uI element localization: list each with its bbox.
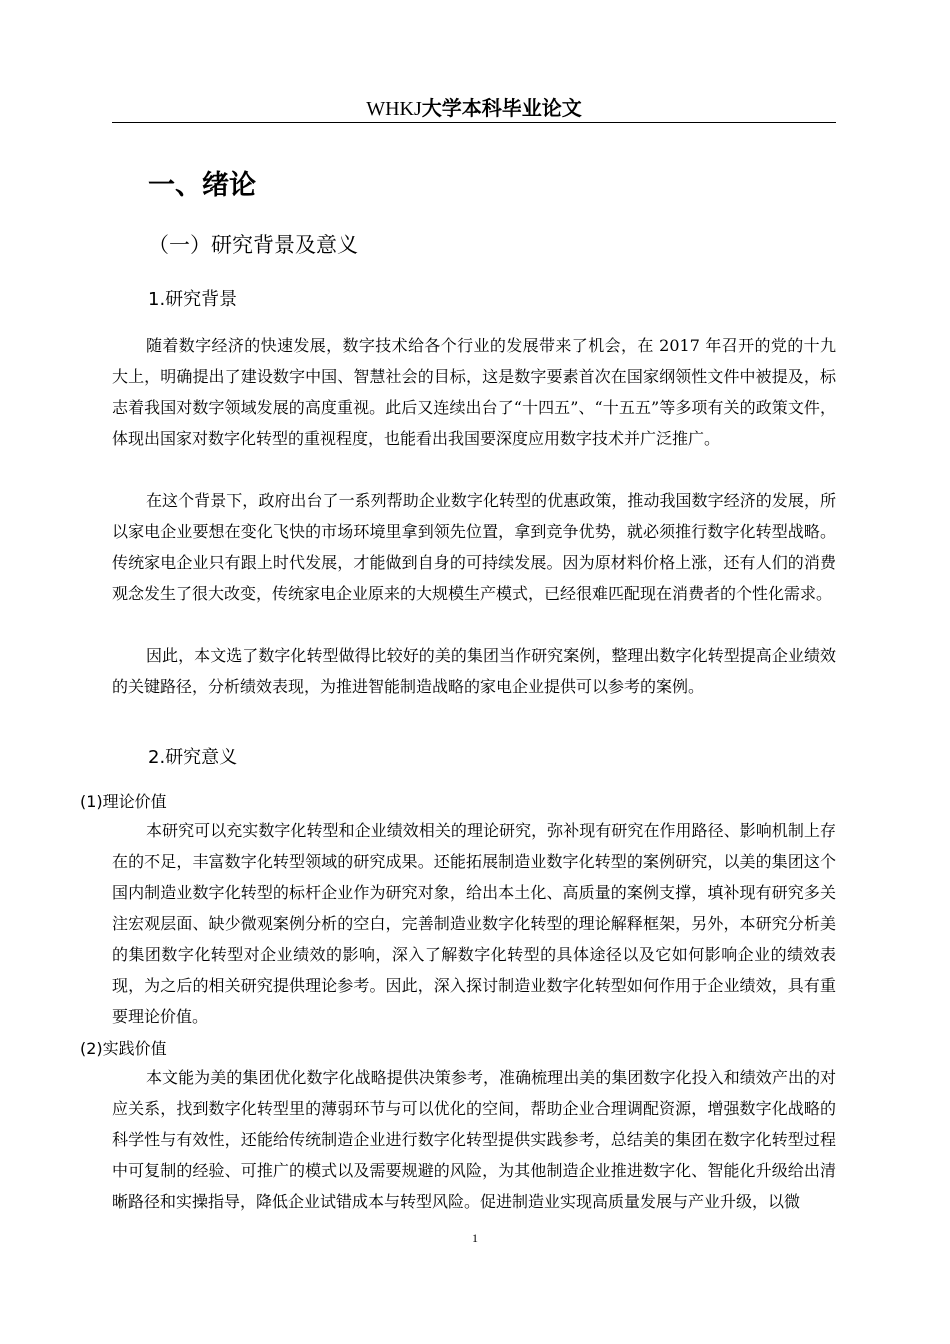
theory-value-heading: (1)理论价值 [80, 792, 167, 811]
page-header [112, 96, 836, 123]
header-university-text: 大学本科毕业论文 [421, 96, 582, 120]
section-title: （一）研究背景及意义 [148, 233, 358, 257]
background-paragraph-3: 因此，本文选了数字化转型做得比较好的美的集团当作研究案例，整理出数字化转型提高企业绩效的关键路径，分析绩效表现，为推进智能制造战略的家电企业提供可以参考的案例。 [112, 646, 836, 696]
subsection-background-title: 1.研究背景 [148, 289, 238, 310]
practice-value-paragraph: 本文能为美的集团优化数字化战略提供决策参考，准确梳理出美的集团数字化投入和绩效产出的对应关系，找到数字化转型里的薄弱环节与可以优化的空间，帮助企业合理调配资源，增强数字化战略的科学性与有效性，还能给传统制造企业进行数字化转型提供实践参考，总结美的集团在数字化转型过程中可复制的经验、可推广的模式以及需要规避的风险，为其他制造企业推进数字化、智能化升级给出清晰路径和实操指导，降低企业试错成本与转型风险。促进制造业实现高质量发展与产业升级，以微 [112, 1068, 836, 1211]
theory-value-paragraph: 本研究可以充实数字化转型和企业绩效相关的理论研究，弥补现有研究在作用路径、影响机制上存在的不足，丰富数字化转型领域的研究成果。还能拓展制造业数字化转型的案例研究，以美的集团这个国内制造业数字化转型的标杆企业作为研究对象，给出本土化、高质量的案例支撑，填补现有研究多关注宏观层面、缺少微观案例分析的空白，完善制造业数字化转型的理论解释框架，另外，本研究分析美的集团数字化转型对企业绩效的影响，深入了解数字化转型的具体途径以及它如何影响企业的绩效表现，为之后的相关研究提供理论参考。因此，深入探讨制造业数字化转型如何作用于企业绩效，具有重要理论价值。 [112, 821, 836, 1026]
chapter-title: 一、绪论 [148, 170, 256, 201]
subsection-significance-title: 2.研究意义 [148, 747, 238, 768]
page-number: 1 [472, 1231, 478, 1245]
practice-value-heading: (2)实践价值 [80, 1039, 167, 1058]
header-abbrev: WHKJ [366, 98, 422, 120]
background-paragraph-2: 在这个背景下，政府出台了一系列帮助企业数字化转型的优惠政策，推动我国数字经济的发展，所以家电企业要想在变化飞快的市场环境里拿到领先位置，拿到竞争优势，就必须推行数字化转型战略。传统家电企业只有跟上时代发展，才能做到自身的可持续发展。因为原材料价格上涨，还有人们的消费观念发生了很大改变，传统家电企业原来的大规模生产模式，已经很难匹配现在消费者的个性化需求。 [112, 491, 836, 603]
background-paragraph-1: 随着数字经济的快速发展，数字技术给各个行业的发展带来了机会，在 2017 年召开的党的十九大上，明确提出了建设数字中国、智慧社会的目标，这是数字要素首次在国家纲领性文件中被提及，标志着我国对数字领域发展的高度重视。此后又连续出台了“十四五”、“十五五”等多项有关的政策文件，体现出国家对数字化转型的重视程度，也能看出我国要深度应用数字技术并广泛推广。 [112, 336, 836, 448]
